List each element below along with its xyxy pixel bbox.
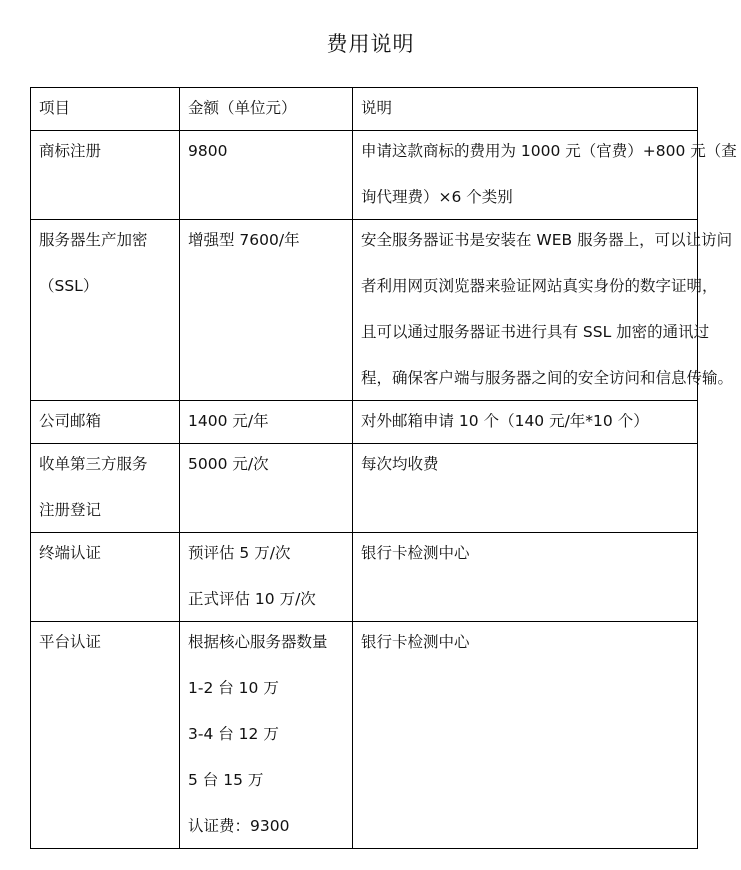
cell-amount <box>180 533 353 622</box>
cell-amount-line: 增强型 7600/年 <box>188 231 300 249</box>
cell-item-line: 终端认证 <box>39 544 102 562</box>
cell-item-line: 收单第三方服务 <box>39 455 148 473</box>
cell-item-line: 服务器生产加密 <box>39 231 148 249</box>
cell-amount <box>180 622 353 849</box>
fee-table <box>30 87 737 849</box>
table-row <box>31 533 698 622</box>
cell-item <box>31 444 180 533</box>
page-title: 费用说明 <box>326 32 415 56</box>
cell-amount-line: 5000 元/次 <box>188 455 269 473</box>
cell-description-line: 对外邮箱申请 10 个（140 元/年*10 个） <box>361 412 649 430</box>
table-header-row <box>31 88 698 131</box>
cell-amount-line: 3-4 台 12 万 <box>188 725 279 743</box>
cell-amount-line: 预评估 5 万/次 <box>188 544 291 562</box>
table-row <box>31 622 698 849</box>
cell-description-line: 安全服务器证书是安装在 WEB 服务器上，可以让访问 <box>361 231 733 249</box>
cell-amount <box>180 444 353 533</box>
cell-item-line: 商标注册 <box>39 142 102 160</box>
header-amount: 金额（单位元） <box>180 88 353 131</box>
table-row <box>31 401 698 444</box>
cell-description <box>353 533 698 622</box>
table-row <box>31 131 698 220</box>
cell-description-line: 询代理费）×6 个类别 <box>361 188 513 206</box>
cell-item-line: （SSL） <box>39 277 99 295</box>
cell-amount-line: 1400 元/年 <box>188 412 269 430</box>
cell-description-line: 程，确保客户端与服务器之间的安全访问和信息传输。 <box>361 369 734 387</box>
cell-item <box>31 401 180 444</box>
cell-description <box>353 131 737 220</box>
cell-description-line: 申请这款商标的费用为 1000 元（官费）+800 元（查 <box>361 142 737 160</box>
table-row <box>31 444 698 533</box>
cell-amount-line: 5 台 15 万 <box>188 771 264 789</box>
cell-description-line: 者利用网页浏览器来验证网站真实身份的数字证明， <box>361 277 718 295</box>
cell-item <box>31 220 180 401</box>
cell-amount-line: 根据核心服务器数量 <box>188 633 328 651</box>
cell-description <box>353 220 734 401</box>
cell-item-line: 平台认证 <box>39 633 102 651</box>
cell-description-line: 银行卡检测中心 <box>361 633 470 651</box>
cell-description <box>353 401 698 444</box>
cell-amount-line: 正式评估 10 万/次 <box>188 590 316 608</box>
cell-description-line: 每次均收费 <box>361 455 439 473</box>
cell-description <box>353 622 698 849</box>
cell-description-line: 且可以通过服务器证书进行具有 SSL 加密的通讯过 <box>361 323 710 341</box>
cell-item <box>31 131 180 220</box>
table-row <box>31 220 698 401</box>
cell-item-line: 注册登记 <box>39 501 102 519</box>
header-description: 说明 <box>353 88 698 131</box>
cell-description-line: 银行卡检测中心 <box>361 544 470 562</box>
cell-amount-line: 1-2 台 10 万 <box>188 679 279 697</box>
cell-amount <box>180 131 353 220</box>
cell-item <box>31 533 180 622</box>
cell-amount <box>180 220 353 401</box>
cell-item <box>31 622 180 849</box>
header-item: 项目 <box>31 88 180 131</box>
cell-amount <box>180 401 353 444</box>
cell-description <box>353 444 698 533</box>
cell-amount-line: 认证费：9300 <box>188 817 290 835</box>
cell-amount-line: 9800 <box>188 142 228 160</box>
cell-item-line: 公司邮箱 <box>39 412 102 430</box>
